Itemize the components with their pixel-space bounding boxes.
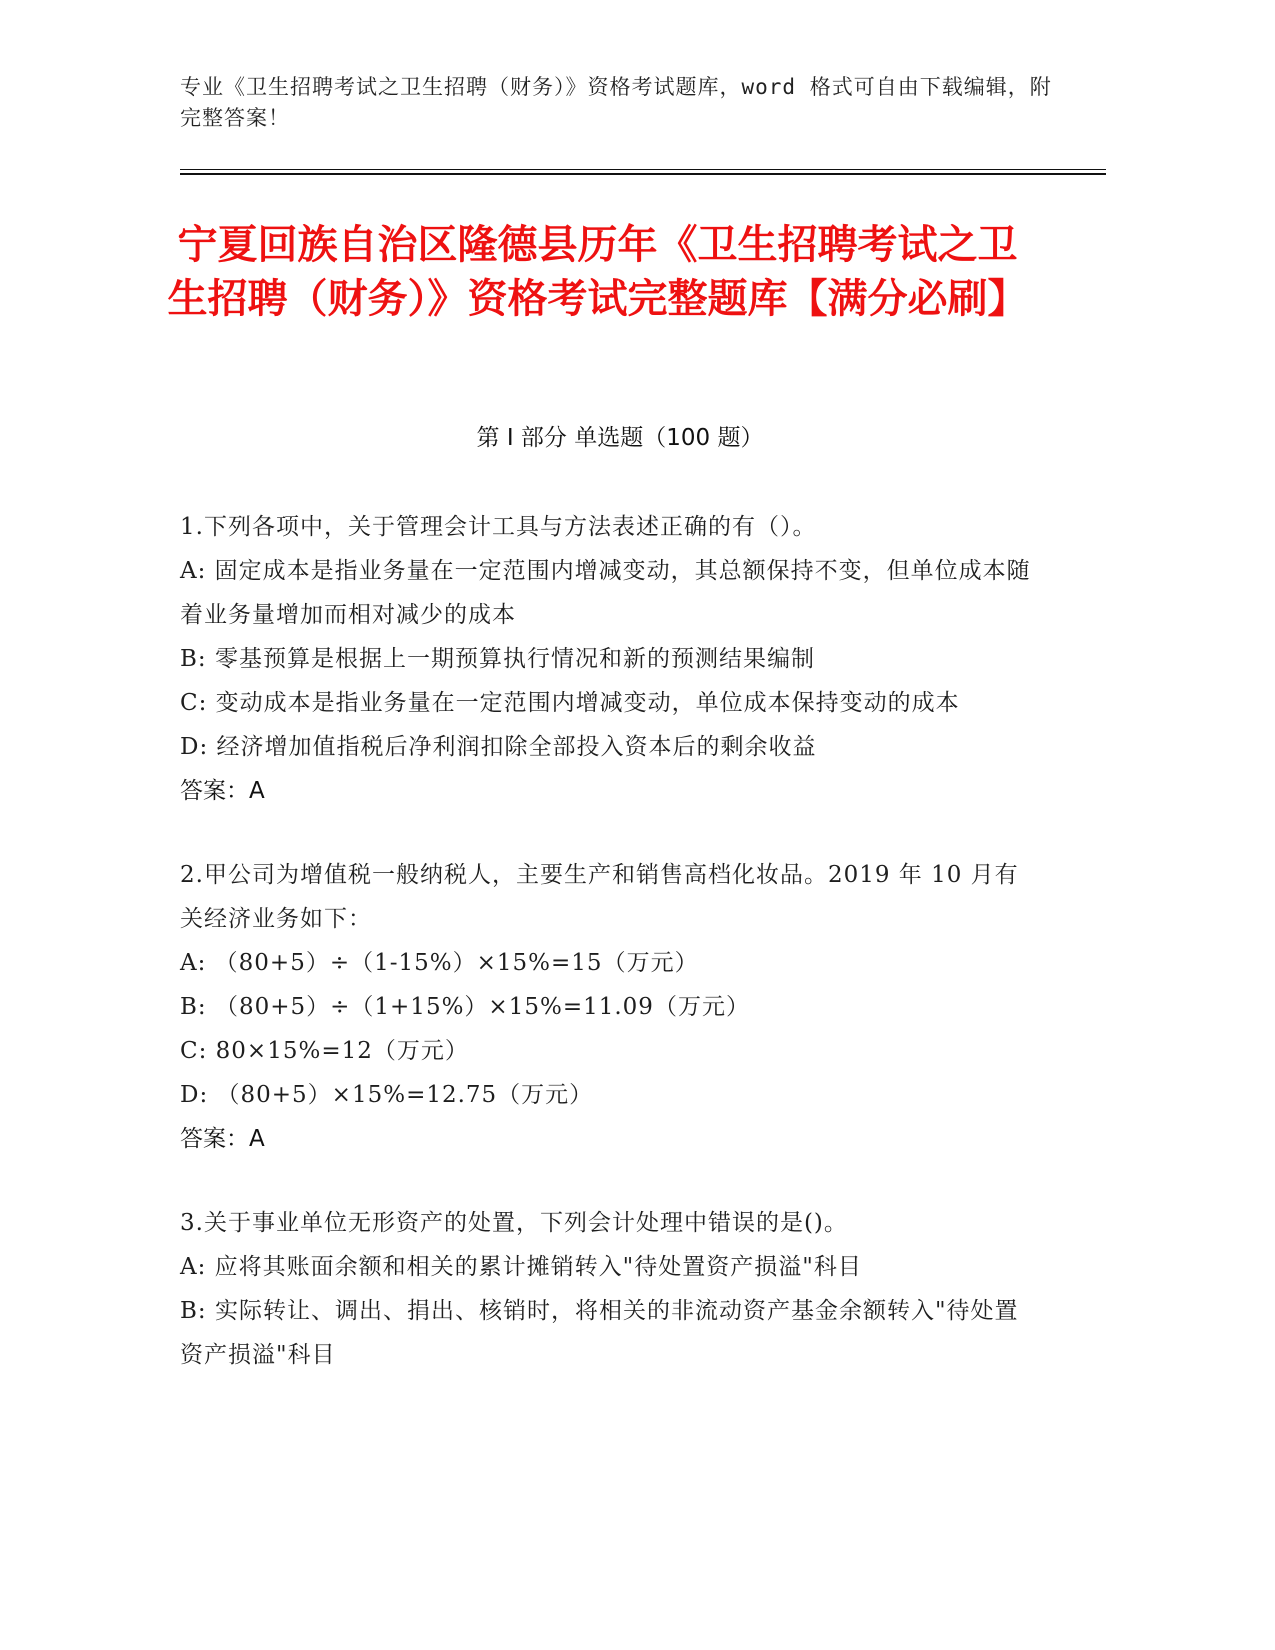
option-a: A: 固定成本是指业务量在一定范围内增减变动，其总额保持不变，但单位成本随着业务量增加而相对减少的成本 (180, 558, 1031, 628)
option-b: B: （80+5）÷（1+15%）×15%=11.09（万元） (180, 994, 750, 1020)
option-d: D: （80+5）×15%=12.75（万元） (180, 1082, 594, 1108)
option-c: C: 变动成本是指业务量在一定范围内增减变动，单位成本保持变动的成本 (180, 690, 960, 716)
answer-value: A (249, 1126, 265, 1152)
option-c: C: 80×15%=12（万元） (180, 1038, 469, 1064)
option-b: B: 零基预算是根据上一期预算执行情况和新的预测结果编制 (180, 646, 815, 672)
question-stem: 2.甲公司为增值税一般纳税人，主要生产和销售高档化妆品。2019 年 10 月有关经济业务如下： (180, 862, 1019, 932)
question-1 (180, 505, 1040, 813)
header-note: 专业《卫生招聘考试之卫生招聘（财务）》资格考试题库，word 格式可自由下载编辑，附完整答案！ (180, 75, 1052, 130)
question-list (180, 505, 1040, 1417)
section-heading: 第 I 部分 单选题（100 题） (476, 425, 764, 451)
question-3 (180, 1201, 1040, 1377)
question-stem: 3.关于事业单位无形资产的处置，下列会计处理中错误的是()。 (180, 1210, 848, 1236)
header-divider-thick (180, 173, 1106, 175)
question-stem: 1.下列各项中，关于管理会计工具与方法表述正确的有（）。 (180, 514, 817, 540)
option-a: A: 应将其账面余额和相关的累计摊销转入"待处置资产损溢"科目 (180, 1254, 862, 1280)
option-d: D: 经济增加值指税后净利润扣除全部投入资本后的剩余收益 (180, 734, 817, 760)
answer-value: A (249, 778, 265, 804)
answer-label: 答案： (180, 778, 249, 804)
header-divider-thin (180, 169, 1106, 170)
option-b: B: 实际转让、调出、捐出、核销时，将相关的非流动资产基金余额转入"待处置资产损溢"科目 (180, 1298, 1019, 1368)
question-2 (180, 853, 1040, 1161)
answer-label: 答案： (180, 1126, 249, 1152)
option-a: A: （80+5）÷（1-15%）×15%=15（万元） (180, 950, 699, 976)
answer-line (180, 1117, 1040, 1161)
answer-line (180, 769, 1040, 813)
document-title: 宁夏回族自治区隆德县历年《卫生招聘考试之卫生招聘（财务）》资格考试完整题库【满分必刷】 (167, 222, 1028, 322)
